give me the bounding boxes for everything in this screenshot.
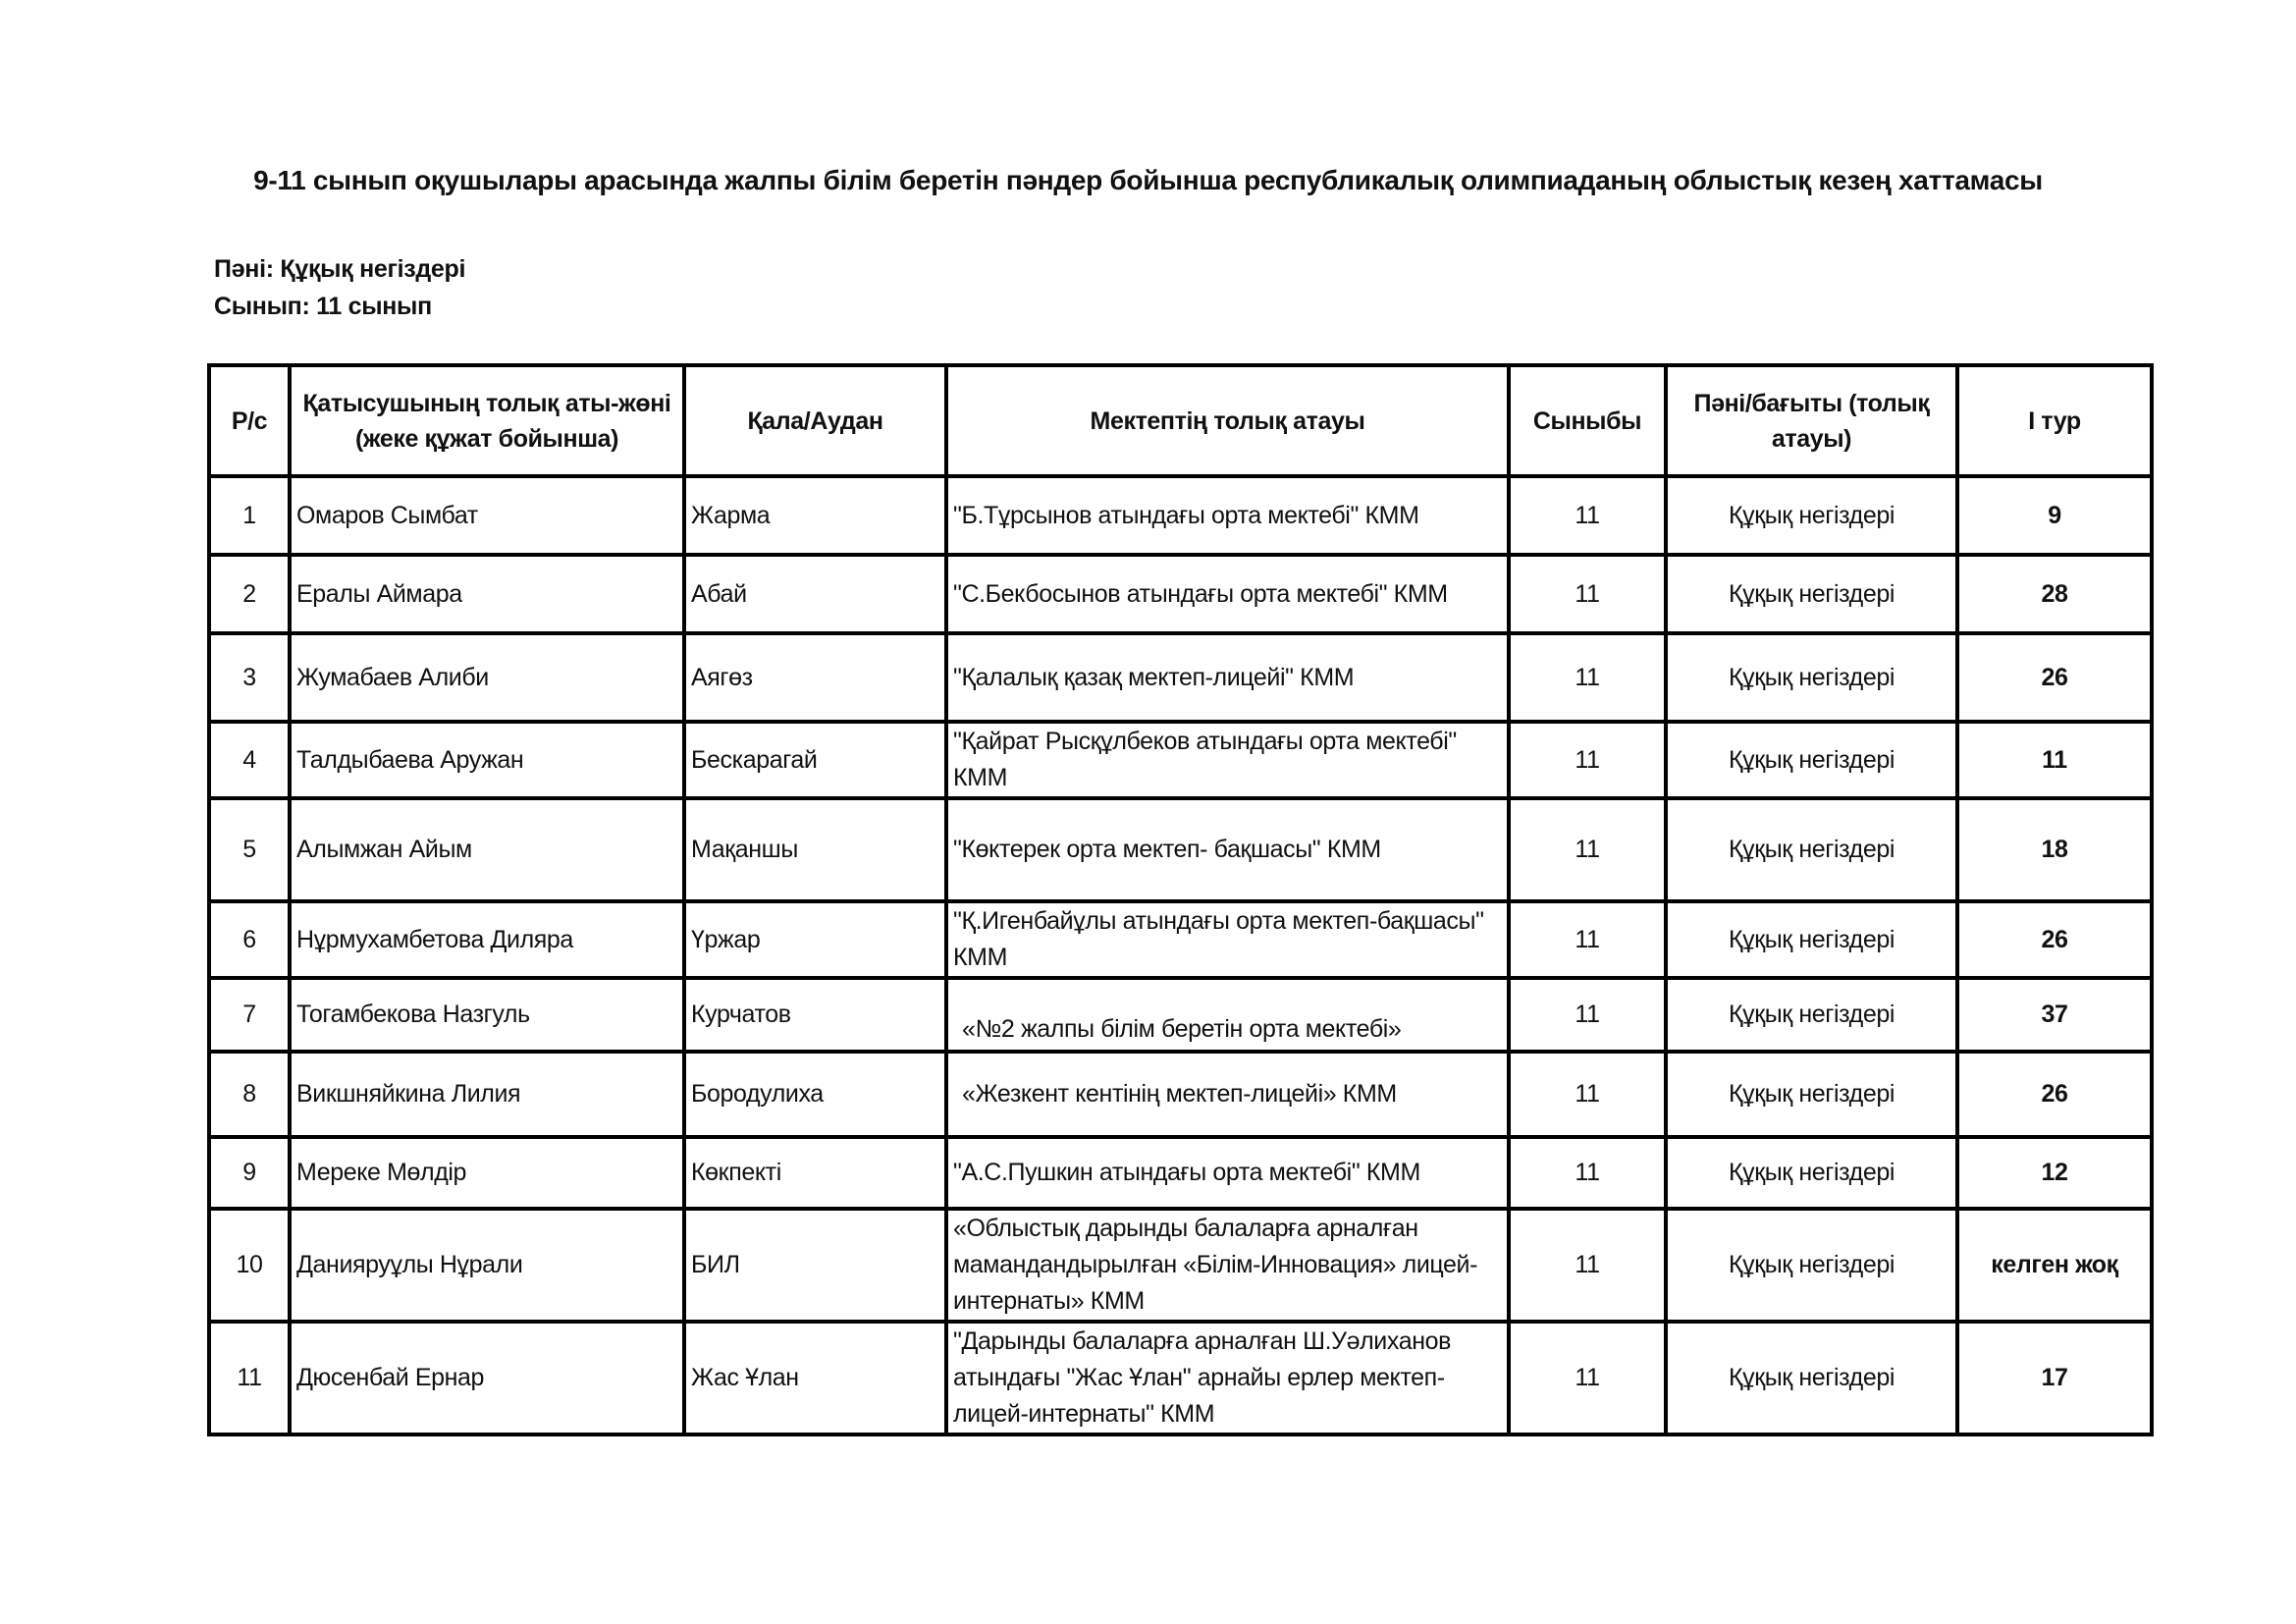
- school-name: "А.С.Пушкин атындағы орта мектебі" КММ: [946, 1137, 1509, 1209]
- table-row: [209, 1322, 2152, 1435]
- header-score: І тур: [1957, 365, 2152, 476]
- header-grade: Сыныбы: [1509, 365, 1666, 476]
- round-1-score: 26: [1957, 1052, 2152, 1137]
- participant-name: Омаров Сымбат: [290, 476, 684, 555]
- table-row: [209, 633, 2152, 722]
- grade: 11: [1509, 978, 1666, 1052]
- table-row: [209, 1052, 2152, 1137]
- grade: 11: [1509, 798, 1666, 901]
- participant-name: Дюсенбай Ернар: [290, 1322, 684, 1435]
- school-name: "Қ.Игенбайұлы атындағы орта мектеп-бақшасы" КММ: [946, 901, 1509, 978]
- school-name: «№2 жалпы білім беретін орта мектебі»: [946, 978, 1509, 1052]
- table-row: [209, 722, 2152, 798]
- grade: 11: [1509, 1322, 1666, 1435]
- grade: 11: [1509, 555, 1666, 633]
- round-1-score: 11: [1957, 722, 2152, 798]
- grade: 11: [1509, 901, 1666, 978]
- table-row: [209, 901, 2152, 978]
- district: Аягөз: [684, 633, 946, 722]
- participant-name: Алымжан Айым: [290, 798, 684, 901]
- header-name: Қатысушының толық аты-жөні (жеке құжат бойынша): [290, 365, 684, 476]
- participant-name: Ералы Аймара: [290, 555, 684, 633]
- participant-name: Викшняйкина Лилия: [290, 1052, 684, 1137]
- row-number: 1: [209, 476, 290, 555]
- header-subject: Пәні/бағыты (толық атауы): [1666, 365, 1957, 476]
- round-1-score: 37: [1957, 978, 2152, 1052]
- subject: Құқық негіздері: [1666, 1209, 1957, 1322]
- grade: 11: [1509, 1052, 1666, 1137]
- school-name: "Көктерек орта мектеп- бақшасы" КММ: [946, 798, 1509, 901]
- school-name: «Облыстық дарынды балаларға арналған мамандандырылған «Білім-Инновация» лицей-интернаты» КММ: [946, 1209, 1509, 1322]
- district: Көкпекті: [684, 1137, 946, 1209]
- participant-name: Талдыбаева Аружан: [290, 722, 684, 798]
- round-1-score: 9: [1957, 476, 2152, 555]
- grade: 11: [1509, 722, 1666, 798]
- school-name: "Дарынды балаларға арналған Ш.Уәлиханов атындағы "Жас Ұлан" арнайы ерлер мектеп-лицей-интернаты" КММ: [946, 1322, 1509, 1435]
- district: Мақаншы: [684, 798, 946, 901]
- school-name: "Қайрат Рысқұлбеков атындағы орта мектебі" КММ: [946, 722, 1509, 798]
- subject: Құқық негіздері: [1666, 476, 1957, 555]
- table-row: [209, 1137, 2152, 1209]
- row-number: 5: [209, 798, 290, 901]
- row-number: 9: [209, 1137, 290, 1209]
- row-number: 7: [209, 978, 290, 1052]
- row-number: 3: [209, 633, 290, 722]
- participant-name: Нұрмухамбетова Диляра: [290, 901, 684, 978]
- table-row: [209, 1209, 2152, 1322]
- header-num: Р/с: [209, 365, 290, 476]
- participant-name: Тогамбекова Назгуль: [290, 978, 684, 1052]
- table-row: [209, 555, 2152, 633]
- header-school: Мектептің толық атауы: [946, 365, 1509, 476]
- row-number: 8: [209, 1052, 290, 1137]
- subject: Құқық негіздері: [1666, 798, 1957, 901]
- grade: 11: [1509, 1137, 1666, 1209]
- document-title: 9-11 сынып оқушылары арасында жалпы білім беретін пәндер бойынша республикалық олимпиаданың облыстық кезең хаттамасы: [253, 165, 2043, 195]
- class-line: Сынып: 11 сынып: [214, 293, 432, 320]
- district: Курчатов: [684, 978, 946, 1052]
- results-table: [207, 363, 2154, 1436]
- row-number: 10: [209, 1209, 290, 1322]
- district: Жас Ұлан: [684, 1322, 946, 1435]
- subject-line: Пәні: Құқық негіздері: [214, 255, 466, 283]
- row-number: 11: [209, 1322, 290, 1435]
- district: Жарма: [684, 476, 946, 555]
- subject: Құқық негіздері: [1666, 1322, 1957, 1435]
- subject: Құқық негіздері: [1666, 1137, 1957, 1209]
- school-name: «Жезкент кентінің мектеп-лицейі» КММ: [946, 1052, 1509, 1137]
- school-name: "Қалалық қазақ мектеп-лицейі" КММ: [946, 633, 1509, 722]
- row-number: 6: [209, 901, 290, 978]
- round-1-score: 12: [1957, 1137, 2152, 1209]
- table-row: [209, 798, 2152, 901]
- table-header-row: [209, 365, 2152, 476]
- row-number: 2: [209, 555, 290, 633]
- round-1-score: 28: [1957, 555, 2152, 633]
- subject: Құқық негіздері: [1666, 978, 1957, 1052]
- participant-name: Жумабаев Алиби: [290, 633, 684, 722]
- table-row: [209, 476, 2152, 555]
- participant-name: Мереке Мөлдір: [290, 1137, 684, 1209]
- round-1-score: келген жоқ: [1957, 1209, 2152, 1322]
- round-1-score: 17: [1957, 1322, 2152, 1435]
- round-1-score: 18: [1957, 798, 2152, 901]
- grade: 11: [1509, 476, 1666, 555]
- school-name: "С.Бекбосынов атындағы орта мектебі" КММ: [946, 555, 1509, 633]
- school-name: "Б.Тұрсынов атындағы орта мектебі" КММ: [946, 476, 1509, 555]
- round-1-score: 26: [1957, 901, 2152, 978]
- district: Үржар: [684, 901, 946, 978]
- header-district: Қала/Аудан: [684, 365, 946, 476]
- district: Бескарагай: [684, 722, 946, 798]
- table-row: [209, 978, 2152, 1052]
- subject: Құқық негіздері: [1666, 901, 1957, 978]
- subject: Құқық негіздері: [1666, 555, 1957, 633]
- round-1-score: 26: [1957, 633, 2152, 722]
- district: Бородулиха: [684, 1052, 946, 1137]
- row-number: 4: [209, 722, 290, 798]
- participant-name: Данияруұлы Нұрали: [290, 1209, 684, 1322]
- grade: 11: [1509, 1209, 1666, 1322]
- grade: 11: [1509, 633, 1666, 722]
- subject: Құқық негіздері: [1666, 722, 1957, 798]
- district: БИЛ: [684, 1209, 946, 1322]
- subject: Құқық негіздері: [1666, 633, 1957, 722]
- district: Абай: [684, 555, 946, 633]
- subject: Құқық негіздері: [1666, 1052, 1957, 1137]
